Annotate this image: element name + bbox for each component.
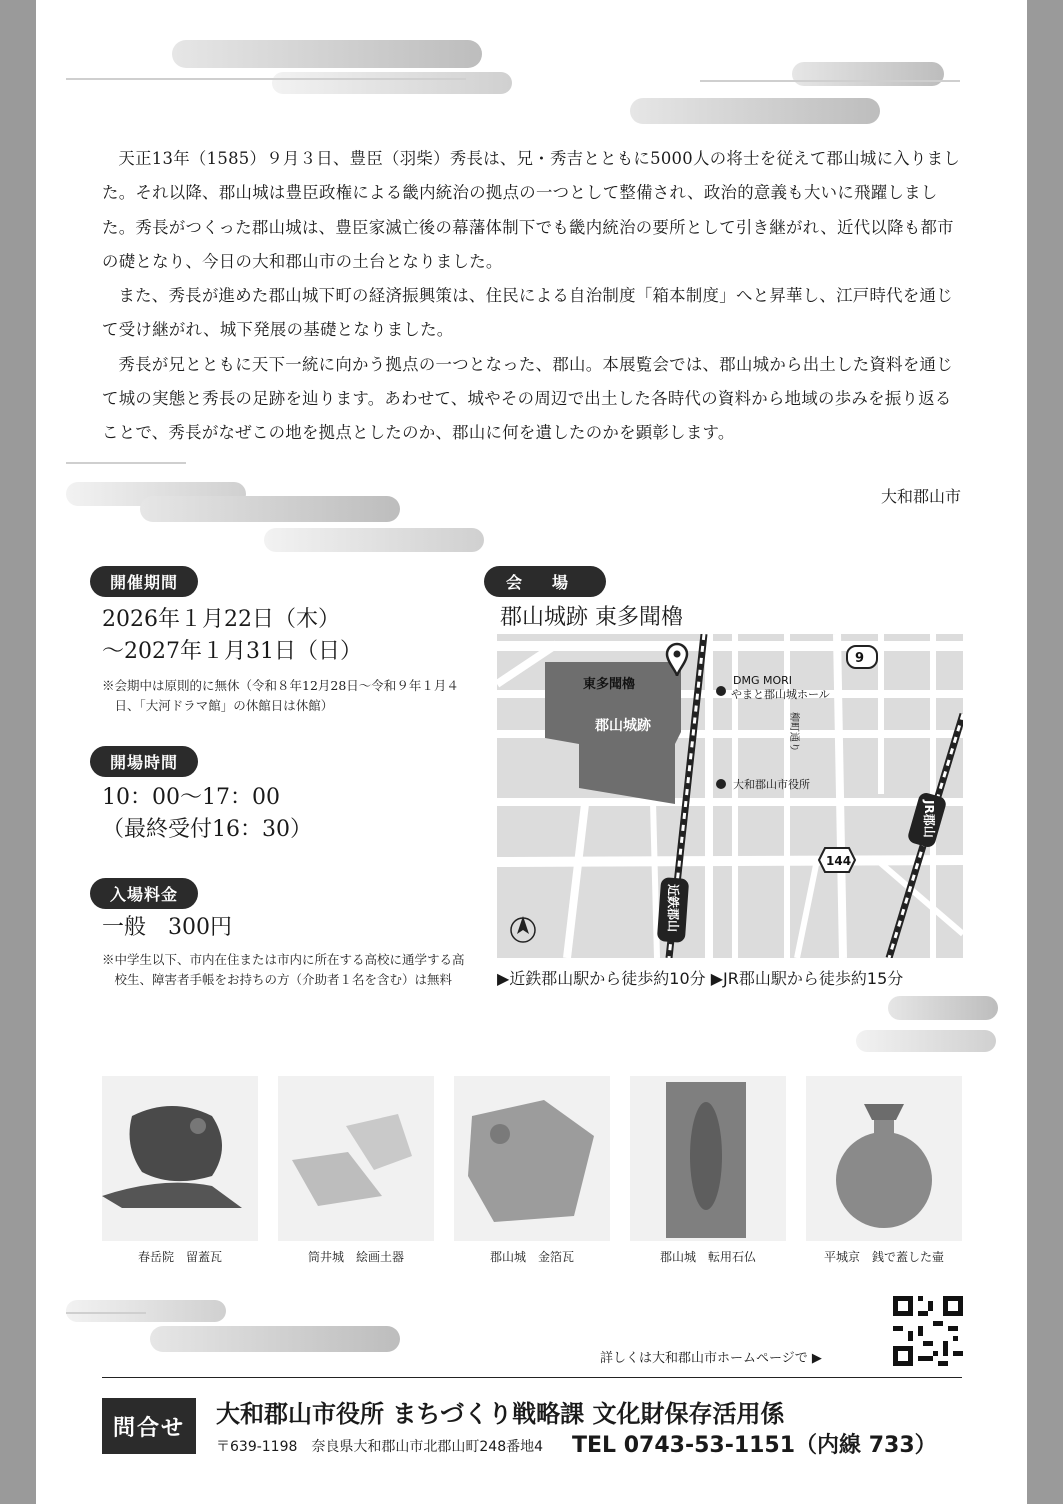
artifact-caption: 郡山城 転用石仏 xyxy=(659,1250,756,1264)
hours-text xyxy=(102,782,312,846)
cloud-decoration xyxy=(66,1300,226,1322)
period-section xyxy=(90,566,198,597)
venue-label: 会場 xyxy=(484,566,606,597)
intro-paragraph: また、秀長が進めた郡山城下町の経済振興策は、住民による自治制度「箱本制度」へと昇華し、江戸時代を通じて受け継がれ、城下発展の基礎となりました。 xyxy=(102,286,953,340)
hours-section xyxy=(90,746,198,777)
inquiry-telephone[interactable]: TEL 0743-53-1151（内線 733） xyxy=(572,1433,937,1458)
map-label-tower: 東多聞櫓 xyxy=(583,677,636,692)
cloud-decoration xyxy=(630,98,880,124)
cloud-decoration xyxy=(66,462,186,464)
period-end: ～2027年１月31日（日） xyxy=(102,639,362,664)
artifact-photo xyxy=(806,1076,962,1241)
intro-paragraph: 天正13年（1585）９月３日、豊臣（羽柴）秀長は、兄・秀吉とともに5000人の将士を従えて郡山城に入りました。それ以降、郡山城は豊臣政権による畿内統治の拠点の一つとして整備され、政治的意義も大いに飛躍しました。秀長がつくった郡山城は、豊臣家滅亡後の幕藩体制下でも畿内統治の要所として引き継がれ、近代以降も都市の礎となり、今日の大和郡山市の土台となりました。 xyxy=(102,149,961,271)
signature: 大和郡山市 xyxy=(880,487,961,506)
artifact-photo xyxy=(278,1076,434,1241)
cloud-decoration xyxy=(792,62,944,86)
map-label-jr: JR郡山 xyxy=(922,800,936,838)
right-side-band xyxy=(1027,0,1063,1504)
period-dates xyxy=(102,604,362,668)
map-label-castle: 郡山城跡 xyxy=(595,718,651,734)
cloud-decoration xyxy=(150,1326,400,1352)
venue-section xyxy=(484,566,606,597)
artifact-caption: 筒井城 絵画土器 xyxy=(307,1250,404,1264)
cloud-decoration xyxy=(140,496,400,522)
fee-label: 入場料金 xyxy=(90,878,198,909)
inquiry-label: 問合せ xyxy=(102,1398,196,1454)
introduction-text xyxy=(102,142,964,451)
map-label-street: 柳町通り xyxy=(788,712,799,752)
cloud-decoration xyxy=(856,1030,996,1052)
period-start: 2026年１月22日（木） xyxy=(102,607,340,632)
inquiry-organization: 大和郡山市役所 まちづくり戦略課 文化財保存活用係 xyxy=(216,1400,785,1428)
period-label: 開催期間 xyxy=(90,566,198,597)
map-label-kintetsu: 近鉄郡山 xyxy=(666,884,680,933)
cloud-decoration xyxy=(888,996,998,1020)
hours-label: 開場時間 xyxy=(90,746,198,777)
artifact-gallery xyxy=(102,1076,962,1276)
intro-paragraph: 秀長が兄とともに天下一統に向かう拠点の一つとなった、郡山。本展覧会では、郡山城から出土した資料を通じて城の実態と秀長の足跡を辿ります。あわせて、城やその周辺で出土した各時代の資料から地域の歩みを振り返ることで、秀長がなぜこの地を拠点としたのか、郡山に何を遺したのかを顕彰します。 xyxy=(102,354,953,443)
more-info-link[interactable]: 詳しくは大和郡山市ホームページで ▶ xyxy=(600,1351,822,1366)
cloud-decoration xyxy=(66,1312,146,1314)
venue-name: 郡山城跡 東多聞櫓 xyxy=(500,605,683,630)
map-route-144: 144 xyxy=(826,854,852,868)
inquiry-address: 〒639-1198 奈良県大和郡山市北郡山町248番地4 xyxy=(216,1439,544,1455)
fee-general: 一般 300円 xyxy=(102,915,232,940)
cloud-decoration xyxy=(264,528,484,552)
cloud-decoration xyxy=(172,40,482,68)
cloud-decoration xyxy=(700,80,960,82)
artifact-caption: 平城京 銭で蓋した壷 xyxy=(823,1250,944,1264)
qr-code[interactable] xyxy=(893,1296,963,1366)
artifact-caption: 郡山城 金箔瓦 xyxy=(489,1250,574,1264)
cloud-decoration xyxy=(272,72,512,94)
hours-last-entry: （最終受付16：30） xyxy=(102,817,312,842)
period-note: ※会期中は原則的に無休（令和８年12月28日～令和９年１月４日、「大河ドラマ館」の休館日は休館） xyxy=(102,678,459,713)
access-map xyxy=(497,634,963,958)
access-directions: ▶近鉄郡山駅から徒歩約10分 ▶JR郡山駅から徒歩約15分 xyxy=(497,969,904,988)
divider xyxy=(102,1377,962,1378)
artifact-photo xyxy=(102,1076,258,1241)
artifact-photo xyxy=(454,1076,610,1241)
left-side-band xyxy=(0,0,36,1504)
artifact-photo xyxy=(630,1076,786,1241)
map-label-dmg: DMG MORI xyxy=(733,674,793,687)
cloud-decoration xyxy=(66,78,466,80)
map-label-hall: やまと郡山城ホール xyxy=(731,688,830,701)
hours-time: 10：00～17：00 xyxy=(102,785,280,810)
fee-note: ※中学生以下、市内在住または市内に所在する高校に通学する高校生、障害者手帳をお持ちの方（介助者１名を含む）は無料 xyxy=(102,952,465,987)
artifact-caption: 春岳院 留蓋瓦 xyxy=(137,1250,222,1264)
map-route-9: 9 xyxy=(855,651,865,666)
fee-section xyxy=(90,878,198,909)
map-label-cityhall: 大和郡山市役所 xyxy=(733,778,810,791)
